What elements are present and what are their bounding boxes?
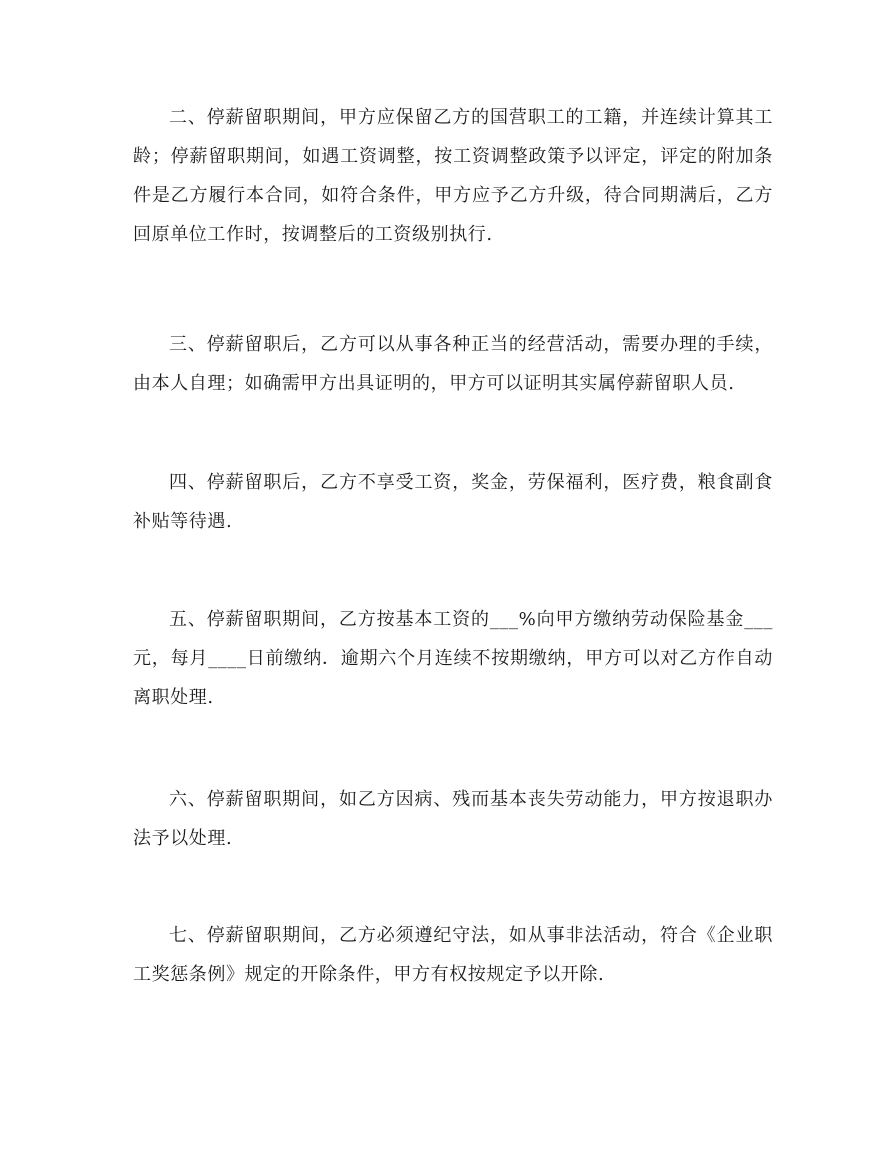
clause-4-paragraph: 四、停薪留职后，乙方不享受工资，奖金，劳保福利，医疗费，粮食副食补贴等待遇. — [133, 472, 773, 532]
clause-6-paragraph: 六、停薪留职期间，如乙方因病、残而基本丧失劳动能力，甲方按退职办法予以处理. — [133, 789, 773, 849]
clause-2-paragraph: 二、停薪留职期间，甲方应保留乙方的国营职工的工籍，并连续计算其工龄；停薪留职期间，如遇工资调整，按工资调整政策予以评定，评定的附加条件是乙方履行本合同，如符合条件，甲方应予乙方升级，待合同期满后，乙方回原单位工作时，按调整后的工资级别执行. — [133, 107, 773, 245]
clause-5-paragraph: 五、停薪留职期间，乙方按基本工资的___%向甲方缴纳劳动保险基金___元，每月____日前缴纳．逾期六个月连续不按期缴纳，甲方可以对乙方作自动离职处理. — [133, 609, 773, 708]
clause-3-paragraph: 三、停薪留职后，乙方可以从事各种正当的经营活动，需要办理的手续，由本人自理；如确需甲方出具证明的，甲方可以证明其实属停薪留职人员. — [133, 334, 773, 394]
clause-7-paragraph: 七、停薪留职期间，乙方必须遵纪守法，如从事非法活动，符合《企业职工奖惩条例》规定的开除条件，甲方有权按规定予以开除. — [133, 925, 773, 985]
